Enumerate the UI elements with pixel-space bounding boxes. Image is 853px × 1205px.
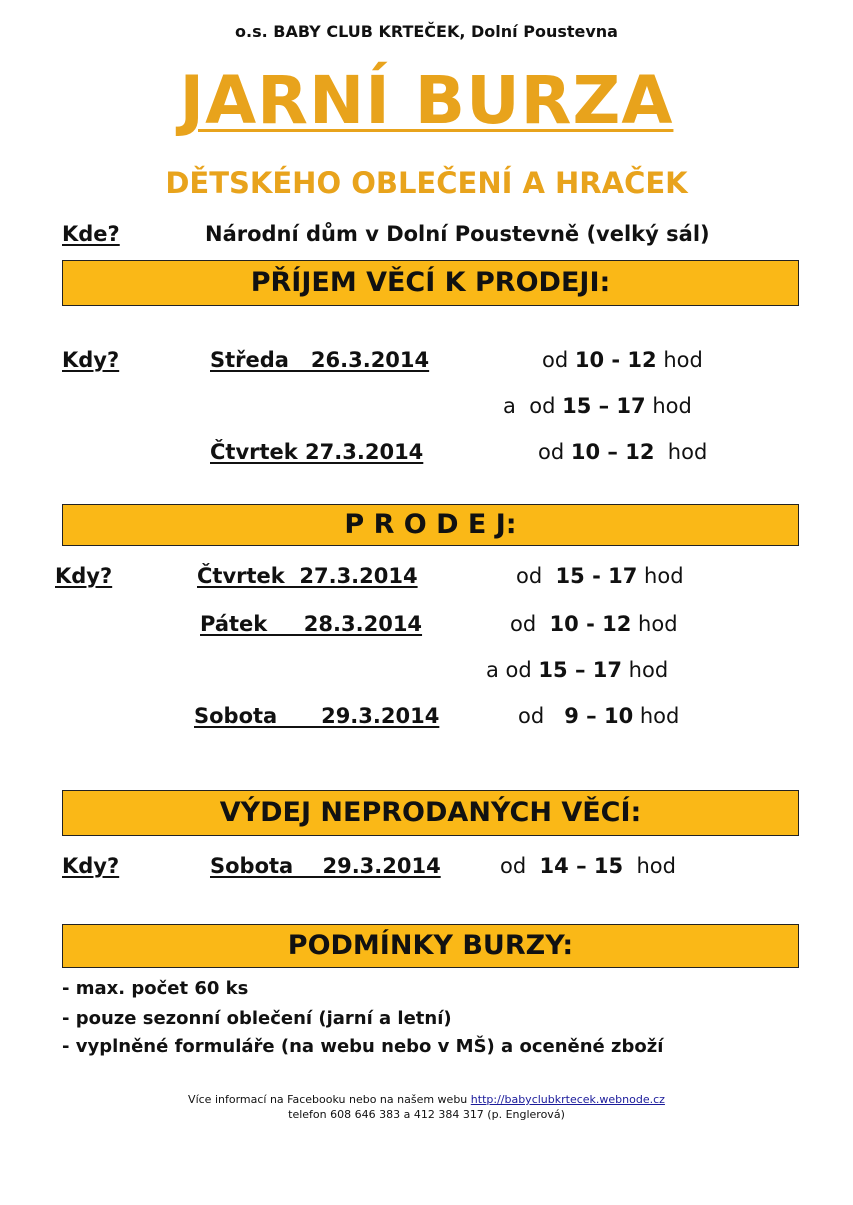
website-link[interactable]: http://babyclubkrtecek.webnode.cz	[470, 1093, 665, 1106]
return-time: od 14 – 15 hod	[500, 854, 676, 878]
return-when-label: Kdy?	[62, 854, 120, 878]
receiving-day-1-time-1: od 10 - 12 hod	[542, 348, 703, 372]
footer-phone: telefon 608 646 383 a 412 384 317 (p. Englerová)	[288, 1108, 565, 1121]
sale-day-2-time: od 10 - 12 hod	[510, 612, 678, 636]
receiving-heading-bar: PŘÍJEM VĚCÍ K PRODEJI:	[62, 260, 799, 306]
receiving-day-2: Čtvrtek 27.3.2014	[210, 440, 424, 464]
receiving-when-label: Kdy?	[62, 348, 120, 372]
conditions-heading-bar: PODMÍNKY BURZY:	[62, 924, 799, 968]
footer-info	[0, 1093, 853, 1106]
sale-day-3: Sobota 29.3.2014	[194, 704, 440, 728]
location-label: Kde?	[62, 222, 120, 246]
footer-info-text: Více informací na Facebooku nebo na našem webu	[188, 1093, 471, 1106]
page-subtitle: DĚTSKÉHO OBLEČENÍ A HRAČEK	[165, 166, 688, 200]
return-heading-bar: VÝDEJ NEPRODANÝCH VĚCÍ:	[62, 790, 799, 836]
sale-heading-bar: P R O D E J:	[62, 504, 799, 546]
receiving-day-1: Středa 26.3.2014	[210, 348, 430, 372]
receiving-day-1-time-2: a od 15 – 17 hod	[503, 394, 692, 418]
receiving-day-2-time: od 10 – 12 hod	[538, 440, 708, 464]
sale-day-3-time: od 9 – 10 hod	[518, 704, 680, 728]
location-value: Národní dům v Dolní Poustevně (velký sál)	[205, 222, 710, 246]
return-day: Sobota 29.3.2014	[210, 854, 441, 878]
sale-day-2-time-2: a od 15 – 17 hod	[486, 658, 669, 682]
page-title: JARNÍ BURZA	[179, 62, 674, 139]
sale-day-1: Čtvrtek 27.3.2014	[197, 564, 418, 588]
condition-item: - vyplněné formuláře (na webu nebo v MŠ) a oceněné zboží	[62, 1036, 664, 1057]
organization-name: o.s. BABY CLUB KRTEČEK, Dolní Poustevna	[235, 22, 618, 41]
sale-when-label: Kdy?	[55, 564, 113, 588]
condition-item: - pouze sezonní oblečení (jarní a letní)	[62, 1008, 452, 1029]
sale-day-2: Pátek 28.3.2014	[200, 612, 423, 636]
condition-item: - max. počet 60 ks	[62, 978, 249, 999]
sale-day-1-time: od 15 - 17 hod	[516, 564, 684, 588]
